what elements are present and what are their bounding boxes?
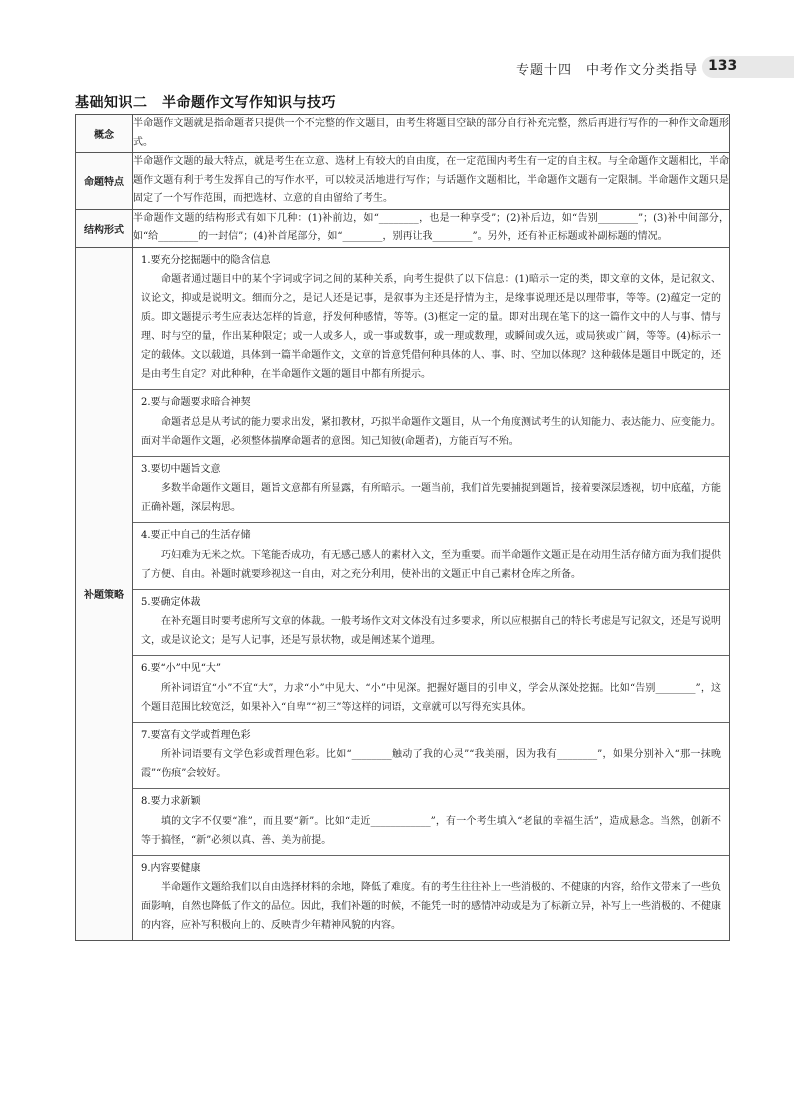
- strategy-item: [133, 523, 729, 590]
- table-row-concept: [76, 115, 730, 153]
- strategy-item: [133, 789, 729, 856]
- strategy-title: 2.要与命题要求暗合神契: [141, 397, 251, 408]
- strategy-body: 多数半命题作文题目，题旨文意都有所显露，有所暗示。一题当前，我们首先要捕捉到题旨，接着要深层透视，切中底蕴，方能正确补题，深层构思。: [141, 483, 721, 513]
- strategy-item: [133, 248, 729, 391]
- strategy-title: 5.要确定体裁: [141, 596, 201, 608]
- section-title: 基础知识二 半命题作文写作知识与技巧: [75, 95, 336, 111]
- strategy-item: [133, 590, 729, 657]
- row-content-structure: 半命题作文题的结构形式有如下几种：(1)补前边，如“________，也是一种享受”；(2)补后边，如“告别________”；(3)补中间部分，如“给________的一封信”；(4)补首尾部分，如“________，别再让我________”。另外，还有补正标题或补副标题的情况。: [133, 209, 730, 247]
- strategy-title: 8.要力求新颖: [141, 796, 201, 807]
- strategy-item: [133, 656, 729, 723]
- strategy-item: [133, 390, 729, 457]
- strategy-body: 所补词语宜“小”不宜“大”，力求“小”中见大、“小”中见深。把握好题目的引申义，学会从深处挖掘。比如“告别________”，这个题目范围比较宽泛，如果补入“自卑”“初三”等这样的词语，文章就可以写得充实具体。: [141, 682, 721, 713]
- strategy-body: 命题者总是从考试的能力要求出发，紧扣教材，巧拟半命题作文题目，从一个角度测试考生的认知能力、表达能力、应变能力。面对半命题作文题，必须整体揣摩命题者的意图。知己知彼(命题者)，方能百写不殆。: [141, 416, 721, 447]
- strategy-item: [133, 723, 729, 790]
- strategy-body: 命题者通过题目中的某个字词或字词之间的某种关系，向考生提供了以下信息：(1)暗示一定的类，即文章的文体，是记叙文、议论文，抑或是说明文。细而分之，是记人还是记事，是叙事为主还是抒情为主，是缘事说理还是以理带事，等等。(2)蕴定一定的质。即文题提示考生应表达怎样的旨意，抒发何种感情，等等。(3)框定一定的量。即对出现在笔下的这一篇作文中的人与事、情与理、时与空的量，作出某种限定；或一人或多人，或一事或数事，或一理或数理，或瞬间或久远，或局狭或广阔，等等。(4)标示一定的载体。文以载道，具体到一篇半命题作文，文章的旨意凭借何种具体的人、事、时、空加以体现？这种载体是题目中既定的，还是由考生自定？对此种种，在半命题作文题的题目中都有所提示。: [141, 274, 721, 380]
- row-label-structure: 结构形式: [76, 209, 133, 247]
- strategy-title: 7.要富有文学或哲理色彩: [141, 729, 251, 741]
- strategy-title: 4.要正中自己的生活存储: [141, 530, 251, 541]
- strategy-title: 1.要充分挖掘题中的隐含信息: [141, 254, 271, 266]
- strategy-title: 6.要“小”中见“大”: [141, 663, 221, 674]
- row-content-strategies: [133, 247, 730, 941]
- strategy-item: [133, 856, 729, 941]
- strategy-title: 9.内容要健康: [141, 862, 201, 874]
- row-content-concept: 半命题作文题就是指命题者只提供一个不完整的作文题目，由考生将题目空缺的部分自行补充完整，然后再进行写作的一种作文命题形式。: [133, 115, 730, 153]
- strategy-body: 所补词语要有文学色彩或哲理色彩。比如“________触动了我的心灵”“我美丽，因为我有________”，如果分别补入“那一抹晚霞”“伤痕”会较好。: [141, 749, 721, 779]
- strategy-body: 巧妇难为无米之炊。下笔能否成功，有无感己感人的素材入文，至为重要。而半命题作文题正是在动用生活存储方面为我们提供了方便、自由。补题时就要珍视这一自由，对之充分利用，使补出的文题正中自己素材仓库之所备。: [141, 549, 721, 580]
- running-title: 专题十四 中考作文分类指导: [515, 63, 698, 78]
- strategy-body: 半命题作文题给我们以自由选择材料的余地，降低了难度。有的考生往往补上一些消极的、不健康的内容，给作文带来了一些负面影响，自然也降低了作文的品位。因此，我们补题的时候，不能凭一时的感情冲动或是为了标新立异，补写上一些消极的、不健康的内容，应补写积极向上的、反映青少年精神风貌的内容。: [141, 882, 721, 931]
- page-number-tab: [702, 56, 794, 78]
- row-label-features: 命题特点: [76, 153, 133, 210]
- table-row-structure: [76, 209, 730, 247]
- strategy-item: [133, 457, 729, 524]
- row-label-strategies: 补题策略: [76, 247, 133, 941]
- row-content-features: 半命题作文题的最大特点，就是考生在立意、选材上有较大的自由度，在一定范围内考生有一定的自主权。与全命题作文题相比，半命题作文题有利于考生发挥自己的写作水平，可以较灵活地进行写作；与话题作文题相比，半命题作文题有一定限制。半命题作文题只是固定了一个写作范围，而把选材、立意的自由留给了考生。: [133, 153, 730, 210]
- page-number: 133: [708, 58, 738, 74]
- row-label-concept: 概念: [76, 115, 133, 153]
- page-header: [0, 56, 794, 80]
- strategy-title: 3.要切中题旨文意: [141, 463, 221, 475]
- table-row-strategies: [76, 247, 730, 941]
- strategy-body: 填的文字不仅要“准”，而且要“新”。比如“走近____________”，有一个考生填入“老鼠的幸福生活”，造成悬念。当然，创新不等于搞怪，“新”必须以真、善、美为前提。: [141, 815, 721, 846]
- knowledge-table: [75, 114, 730, 941]
- strategy-body: 在补充题目时要考虑所写文章的体裁。一般考场作文对文体没有过多要求，所以应根据自己的特长考虑是写记叙文，还是写说明文，或是议论文；是写人记事，还是写景状物，或是阐述某个道理。: [141, 616, 721, 646]
- table-row-features: [76, 153, 730, 210]
